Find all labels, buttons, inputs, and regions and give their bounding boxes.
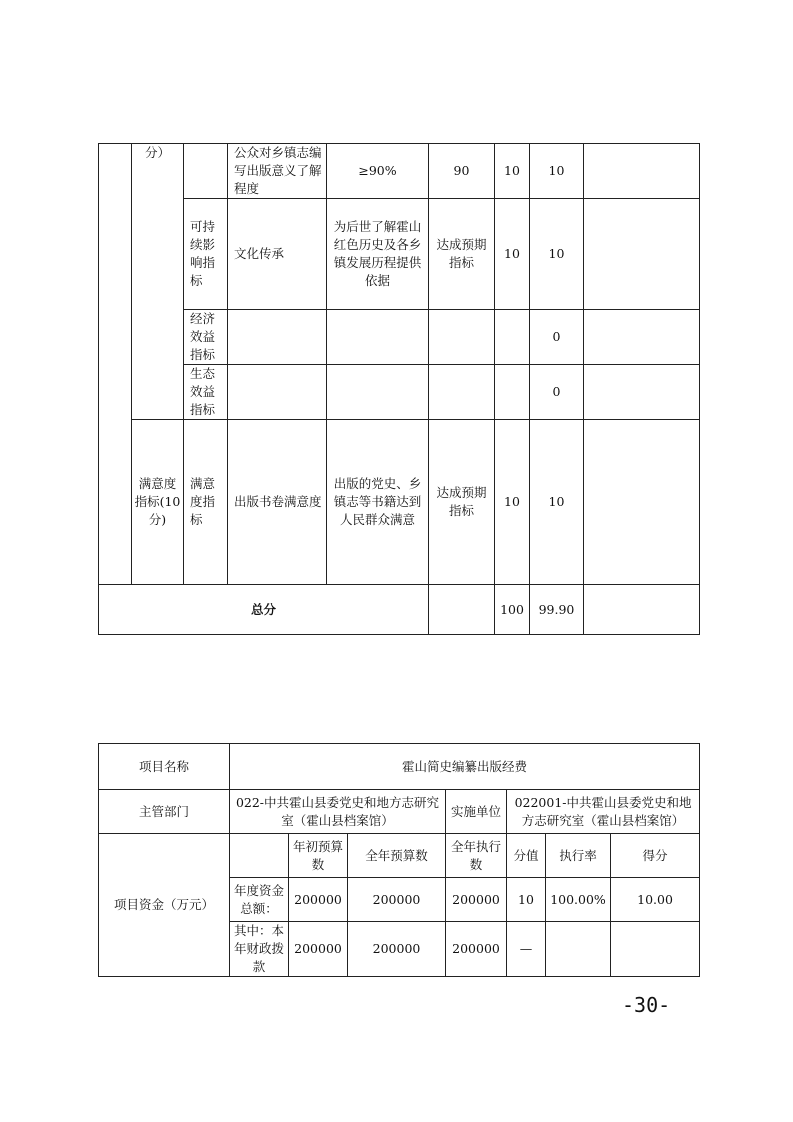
table-cell-subcategory: 可持续影响指标 [184,199,228,310]
table-cell-target: ≥90% [327,144,429,199]
table-cell-actual: 达成预期指标 [429,199,495,310]
header-rate: 执行率 [546,834,611,878]
project-name-label: 项目名称 [99,744,230,790]
category-label: 分） [144,145,170,160]
table-cell-score: 10 [530,199,584,310]
cell-initial: 200000 [289,922,348,977]
table-cell-weight: 10 [495,420,530,585]
total-actual [429,585,495,635]
table-cell-category [132,144,184,420]
table-cell-subcategory: 满意度指标 [184,420,228,585]
cell-annual: 200000 [348,878,446,922]
header-executed: 全年执行数 [446,834,507,878]
table-cell-score: 10 [530,420,584,585]
header-score: 得分 [611,834,700,878]
table-cell-weight [495,365,530,420]
table-cell-note [584,199,700,310]
table-cell-score: 0 [530,365,584,420]
dept-value: 022-中共霍山县委党史和地方志研究室（霍山县档案馆） [230,790,446,834]
table-cell-indicator: 出版书卷满意度 [228,420,327,585]
cell-executed: 200000 [446,922,507,977]
table-cell-target [327,310,429,365]
table-cell-weight: 10 [495,199,530,310]
table-cell-note [584,144,700,199]
table-cell-indicator [228,310,327,365]
table-cell-weight [495,310,530,365]
table-cell-category: 满意度指标(10分) [132,420,184,585]
cell-executed: 200000 [446,878,507,922]
header-annual: 全年预算数 [348,834,446,878]
table-cell-indicator: 文化传承 [228,199,327,310]
row-label: 年度资金总额： [230,878,289,922]
table-cell-level1 [99,144,132,585]
cell-score [611,922,700,977]
table-cell-target [327,365,429,420]
table-cell-subcategory: 生态效益指标 [184,365,228,420]
table-cell-note [584,310,700,365]
table-cell-target: 出版的党史、乡镇志等书籍达到人民群众满意 [327,420,429,585]
table-cell-indicator: 公众对乡镇志编写出版意义了解程度 [228,144,327,199]
cell-annual: 200000 [348,922,446,977]
table-cell-subcategory [184,144,228,199]
project-funds-table [98,743,700,977]
table-cell-actual: 90 [429,144,495,199]
total-score: 99.90 [530,585,584,635]
table-cell-note [584,365,700,420]
row-label: 其中：本年财政拨款 [230,922,289,977]
total-note [584,585,700,635]
page-number: -30- [622,993,671,1017]
cell-score: 10.00 [611,878,700,922]
header-blank [230,834,289,878]
cell-rate: 100.00% [546,878,611,922]
header-weight: 分值 [507,834,546,878]
table-cell-score: 10 [530,144,584,199]
impl-label: 实施单位 [446,790,507,834]
total-label: 总分 [99,585,429,635]
header-initial: 年初预算数 [289,834,348,878]
table-cell-actual [429,365,495,420]
cell-weight: 10 [507,878,546,922]
dept-label: 主管部门 [99,790,230,834]
table-cell-weight: 10 [495,144,530,199]
table-cell-target: 为后世了解霍山红色历史及各乡镇发展历程提供依据 [327,199,429,310]
table-cell-score: 0 [530,310,584,365]
table-cell-indicator [228,365,327,420]
table-cell-subcategory: 经济效益指标 [184,310,228,365]
cell-weight: — [507,922,546,977]
funds-label: 项目资金（万元） [99,834,230,977]
cell-initial: 200000 [289,878,348,922]
project-name: 霍山简史编纂出版经费 [230,744,700,790]
cell-rate [546,922,611,977]
total-weight: 100 [495,585,530,635]
table-cell-actual [429,310,495,365]
performance-table [98,143,700,635]
table-cell-note [584,420,700,585]
impl-value: 022001-中共霍山县委党史和地方志研究室（霍山县档案馆） [507,790,700,834]
table-cell-actual: 达成预期指标 [429,420,495,585]
